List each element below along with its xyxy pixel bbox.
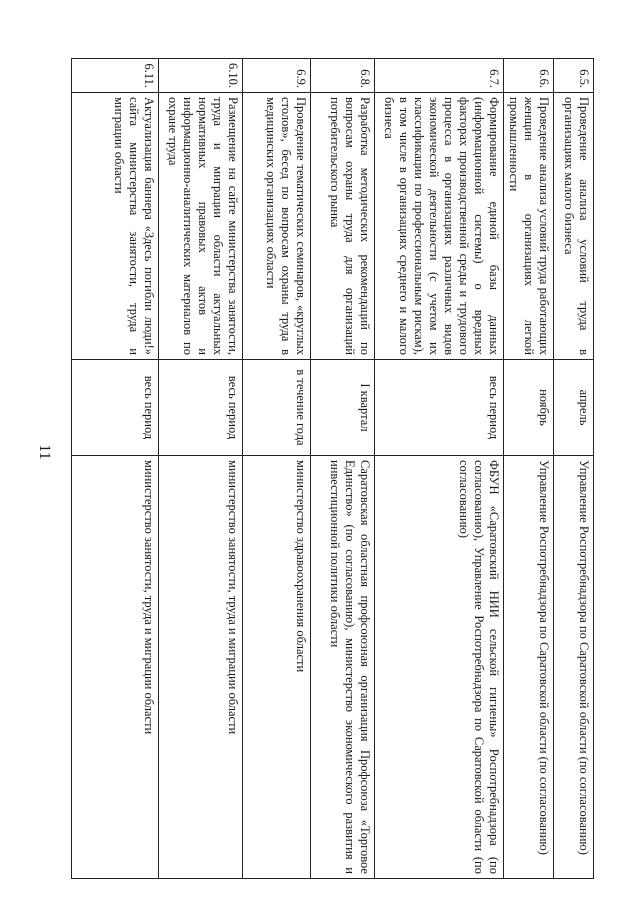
item-period: в течение года: [243, 360, 311, 456]
item-action: Формирование единой базы данных (информационной системы) о вредных факторах производственной среды и трудового процесса в организациях различных видов экономической деятельности (с учетом их классификации по профессиональным рискам), в том числе в организациях среднего и малого бизнеса: [375, 93, 504, 360]
item-number: 6.9.: [243, 59, 311, 93]
item-action: Проведение анализа условий труда работающих женщин в организациях легкой промышленности: [504, 93, 554, 360]
rotated-table-container: [82, 58, 594, 878]
item-number: 6.10.: [159, 59, 243, 93]
item-action: Размещение на сайте министерства занятости, труда и миграции области актуальных нормативных правовых актов и информационно-аналитических материалов по охране труда: [159, 93, 243, 360]
item-executor: министерство занятости, труда и миграции области: [72, 456, 159, 879]
table-row: [72, 59, 159, 879]
item-number: 6.8.: [311, 59, 375, 93]
rotated-page-wrapper: [82, 58, 594, 878]
item-executor: ФБУН «Саратовский НИИ сельской гигиены» Роспотребнадзора (по согласованию), Управление Роспотребнадзора по Саратовской области (по согласованию): [375, 456, 504, 879]
table-row: [311, 59, 375, 879]
item-period: I квартал: [311, 360, 375, 456]
table-row: [375, 59, 504, 879]
item-period: ноябрь: [504, 360, 554, 456]
item-period: апрель: [554, 360, 594, 456]
item-action: Проведение анализа условий труда в организациях малого бизнеса: [554, 93, 594, 360]
item-executor: министерство занятости, труда и миграции области: [159, 456, 243, 879]
table-row: [554, 59, 594, 879]
item-executor: министерство здравоохранения области: [243, 456, 311, 879]
page-number: 11: [36, 444, 53, 460]
item-executor: Управление Роспотребнадзора по Саратовской области (по согласованию): [554, 456, 594, 879]
item-period: весь период: [375, 360, 504, 456]
item-action: Актуализация баннера «Здесь погибли люди!» сайта министерства занятости, труда и миграции области: [72, 93, 159, 360]
action-plan-table: [71, 58, 594, 879]
table-row: [504, 59, 554, 879]
item-action: Проведение тематических семинаров, «круглых столов», бесед по вопросам охраны труда в медицинских организациях области: [243, 93, 311, 360]
item-action: Разработка методических рекомендаций по вопросам охраны труда для организаций потребительского рынка: [311, 93, 375, 360]
item-executor: Управление Роспотребнадзора по Саратовской области (по согласованию): [504, 456, 554, 879]
item-number: 6.11.: [72, 59, 159, 93]
item-period: весь период: [159, 360, 243, 456]
table-row: [243, 59, 311, 879]
item-number: 6.6.: [504, 59, 554, 93]
table-row: [159, 59, 243, 879]
item-number: 6.7.: [375, 59, 504, 93]
item-period: весь период: [72, 360, 159, 456]
item-executor: Саратовская областная профсоюзная организация Профсоюза «Торговое Единство» (по согласованию), министерство экономического развития и инвестиционной политики области: [311, 456, 375, 879]
item-number: 6.5.: [554, 59, 594, 93]
